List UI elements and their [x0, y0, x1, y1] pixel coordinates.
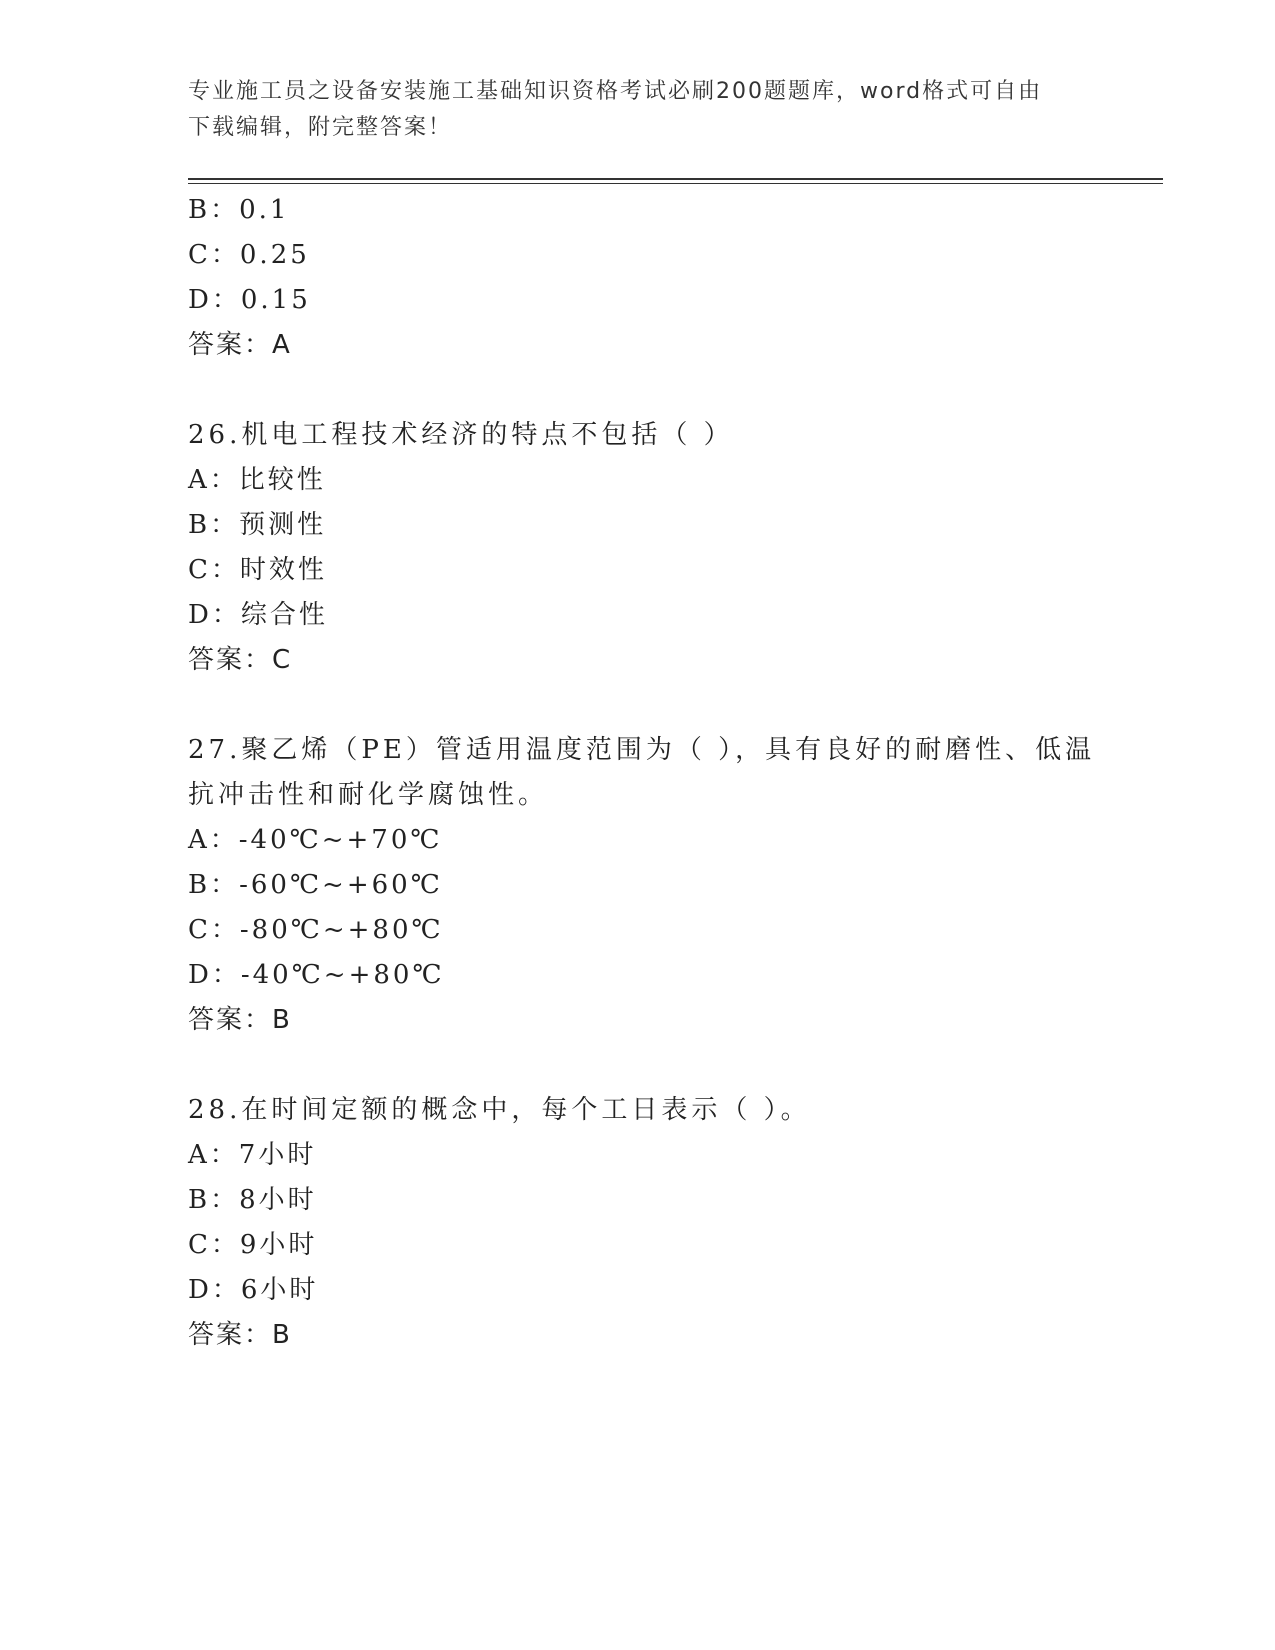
question-26-option-c: C：时效性 — [188, 555, 327, 585]
option-d: D：0.15 — [188, 285, 311, 315]
question-27-answer: 答案：B — [188, 1005, 292, 1035]
question-27-text-line-1: 27.聚乙烯（PE）管适用温度范围为（ ），具有良好的耐磨性、低温 — [188, 735, 1096, 765]
option-b: B：0.1 — [188, 195, 290, 225]
header-divider-thin — [188, 183, 1163, 184]
question-27-text-line-2: 抗冲击性和耐化学腐蚀性。 — [188, 780, 549, 810]
question-26-answer: 答案：C — [188, 645, 293, 675]
question-27-option-c: C：-80℃~+80℃ — [188, 915, 444, 945]
question-28-option-d: D：6小时 — [188, 1275, 319, 1305]
question-26-option-a: A：比较性 — [188, 465, 326, 495]
answer: 答案：A — [188, 330, 292, 360]
question-27-option-a: A：-40℃~+70℃ — [188, 825, 443, 855]
question-28-option-a: A：7小时 — [188, 1140, 317, 1170]
question-27-option-b: B：-60℃~+60℃ — [188, 870, 443, 900]
header-divider — [188, 178, 1163, 180]
question-26-option-b: B：预测性 — [188, 510, 327, 540]
question-27-option-d: D：-40℃~+80℃ — [188, 960, 445, 990]
option-c: C：0.25 — [188, 240, 310, 270]
question-28-text: 28.在时间定额的概念中，每个工日表示（ ）。 — [188, 1095, 811, 1125]
document-header — [188, 74, 1068, 146]
question-28-answer: 答案：B — [188, 1320, 292, 1350]
question-28-option-b: B：8小时 — [188, 1185, 317, 1215]
header-line-1: 专业施工员之设备安装施工基础知识资格考试必刷200题题库，word格式可自由 — [188, 79, 1043, 104]
question-28-option-c: C：9小时 — [188, 1230, 318, 1260]
header-line-2: 下载编辑，附完整答案！ — [188, 115, 453, 140]
question-26-text: 26.机电工程技术经济的特点不包括（ ） — [188, 420, 734, 450]
question-26-option-d: D：综合性 — [188, 600, 328, 630]
